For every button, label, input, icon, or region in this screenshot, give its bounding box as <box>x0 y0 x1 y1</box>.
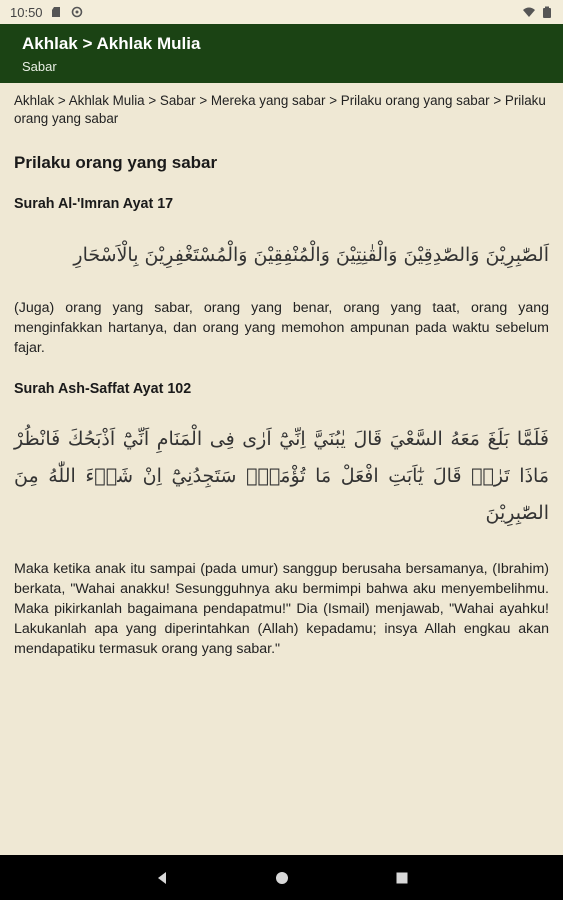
surah-heading: Surah Ash-Saffat Ayat 102 <box>14 381 192 397</box>
breadcrumb: Akhlak > Akhlak Mulia > Sabar > Mereka yang sabar > Prilaku orang yang sabar > Prilaku orang yang sabar <box>14 93 546 126</box>
arabic-verse: فَلَمَّا بَلَغَ مَعَهُ السَّعْيَ قَالَ يٰبُنَيَّ اِنِّيْٓ اَرٰى فِى الْمَنَامِ اَنِّيْٓ اَذْبَحُكَ فَانْظُرْ مَاذَا تَرٰىۗ قَالَ يٰٓاَبَتِ افْعَلْ مَا تُؤْمَرُۖ سَتَجِدُنِيْٓ اِنْ شَاۤءَ اللّٰهُ مِنَ الصّٰبِرِيْنَ <box>14 428 549 524</box>
status-left <box>10 5 83 20</box>
home-button[interactable] <box>272 868 292 888</box>
back-button[interactable] <box>152 868 172 888</box>
content <box>0 83 563 659</box>
surah-heading: Surah Al-'Imran Ayat 17 <box>14 196 174 212</box>
arabic-verse: اَلصّٰبِرِيْنَ وَالصّٰدِقِيْنَ وَالْقٰنِتِيْنَ وَالْمُنْفِقِيْنَ وَالْمُسْتَغْفِرِيْنَ بِالْاَسْحَارِ <box>73 244 549 266</box>
battery-icon <box>541 6 553 18</box>
navigation-bar <box>0 855 563 900</box>
app-bar-subtitle: Sabar <box>22 59 57 74</box>
status-right <box>523 6 553 18</box>
recents-button[interactable] <box>392 868 412 888</box>
recents-icon <box>395 871 409 885</box>
app-bar <box>0 24 563 83</box>
app-bar-title: Akhlak > Akhlak Mulia <box>22 34 201 53</box>
section-title: Prilaku orang yang sabar <box>14 153 218 172</box>
status-time: 10:50 <box>10 4 43 20</box>
wifi-icon <box>523 6 535 18</box>
sd-card-icon <box>51 6 63 18</box>
back-icon <box>155 871 169 885</box>
sync-icon <box>71 6 83 18</box>
home-icon <box>275 871 289 885</box>
status-bar <box>0 0 563 24</box>
verse-translation: Maka ketika anak itu sampai (pada umur) sanggup berusaha bersamanya, (Ibrahim) berkata, "Wahai anakku! Sesungguhnya aku bermimpi bahwa aku menyembelihmu. Maka pikirkanlah bagaimana pendapatmu!" Dia (Ismail) menjawab, "Wahai ayahku! Lakukanlah apa yang diperintahkan (Allah) kepadamu; insya Allah engkau akan mendapatiku termasuk orang yang sabar." <box>14 561 549 657</box>
verse-translation: (Juga) orang yang sabar, orang yang benar, orang yang taat, orang yang menginfakkan hartanya, dan orang yang memohon ampunan pada waktu sebelum fajar. <box>14 300 549 356</box>
